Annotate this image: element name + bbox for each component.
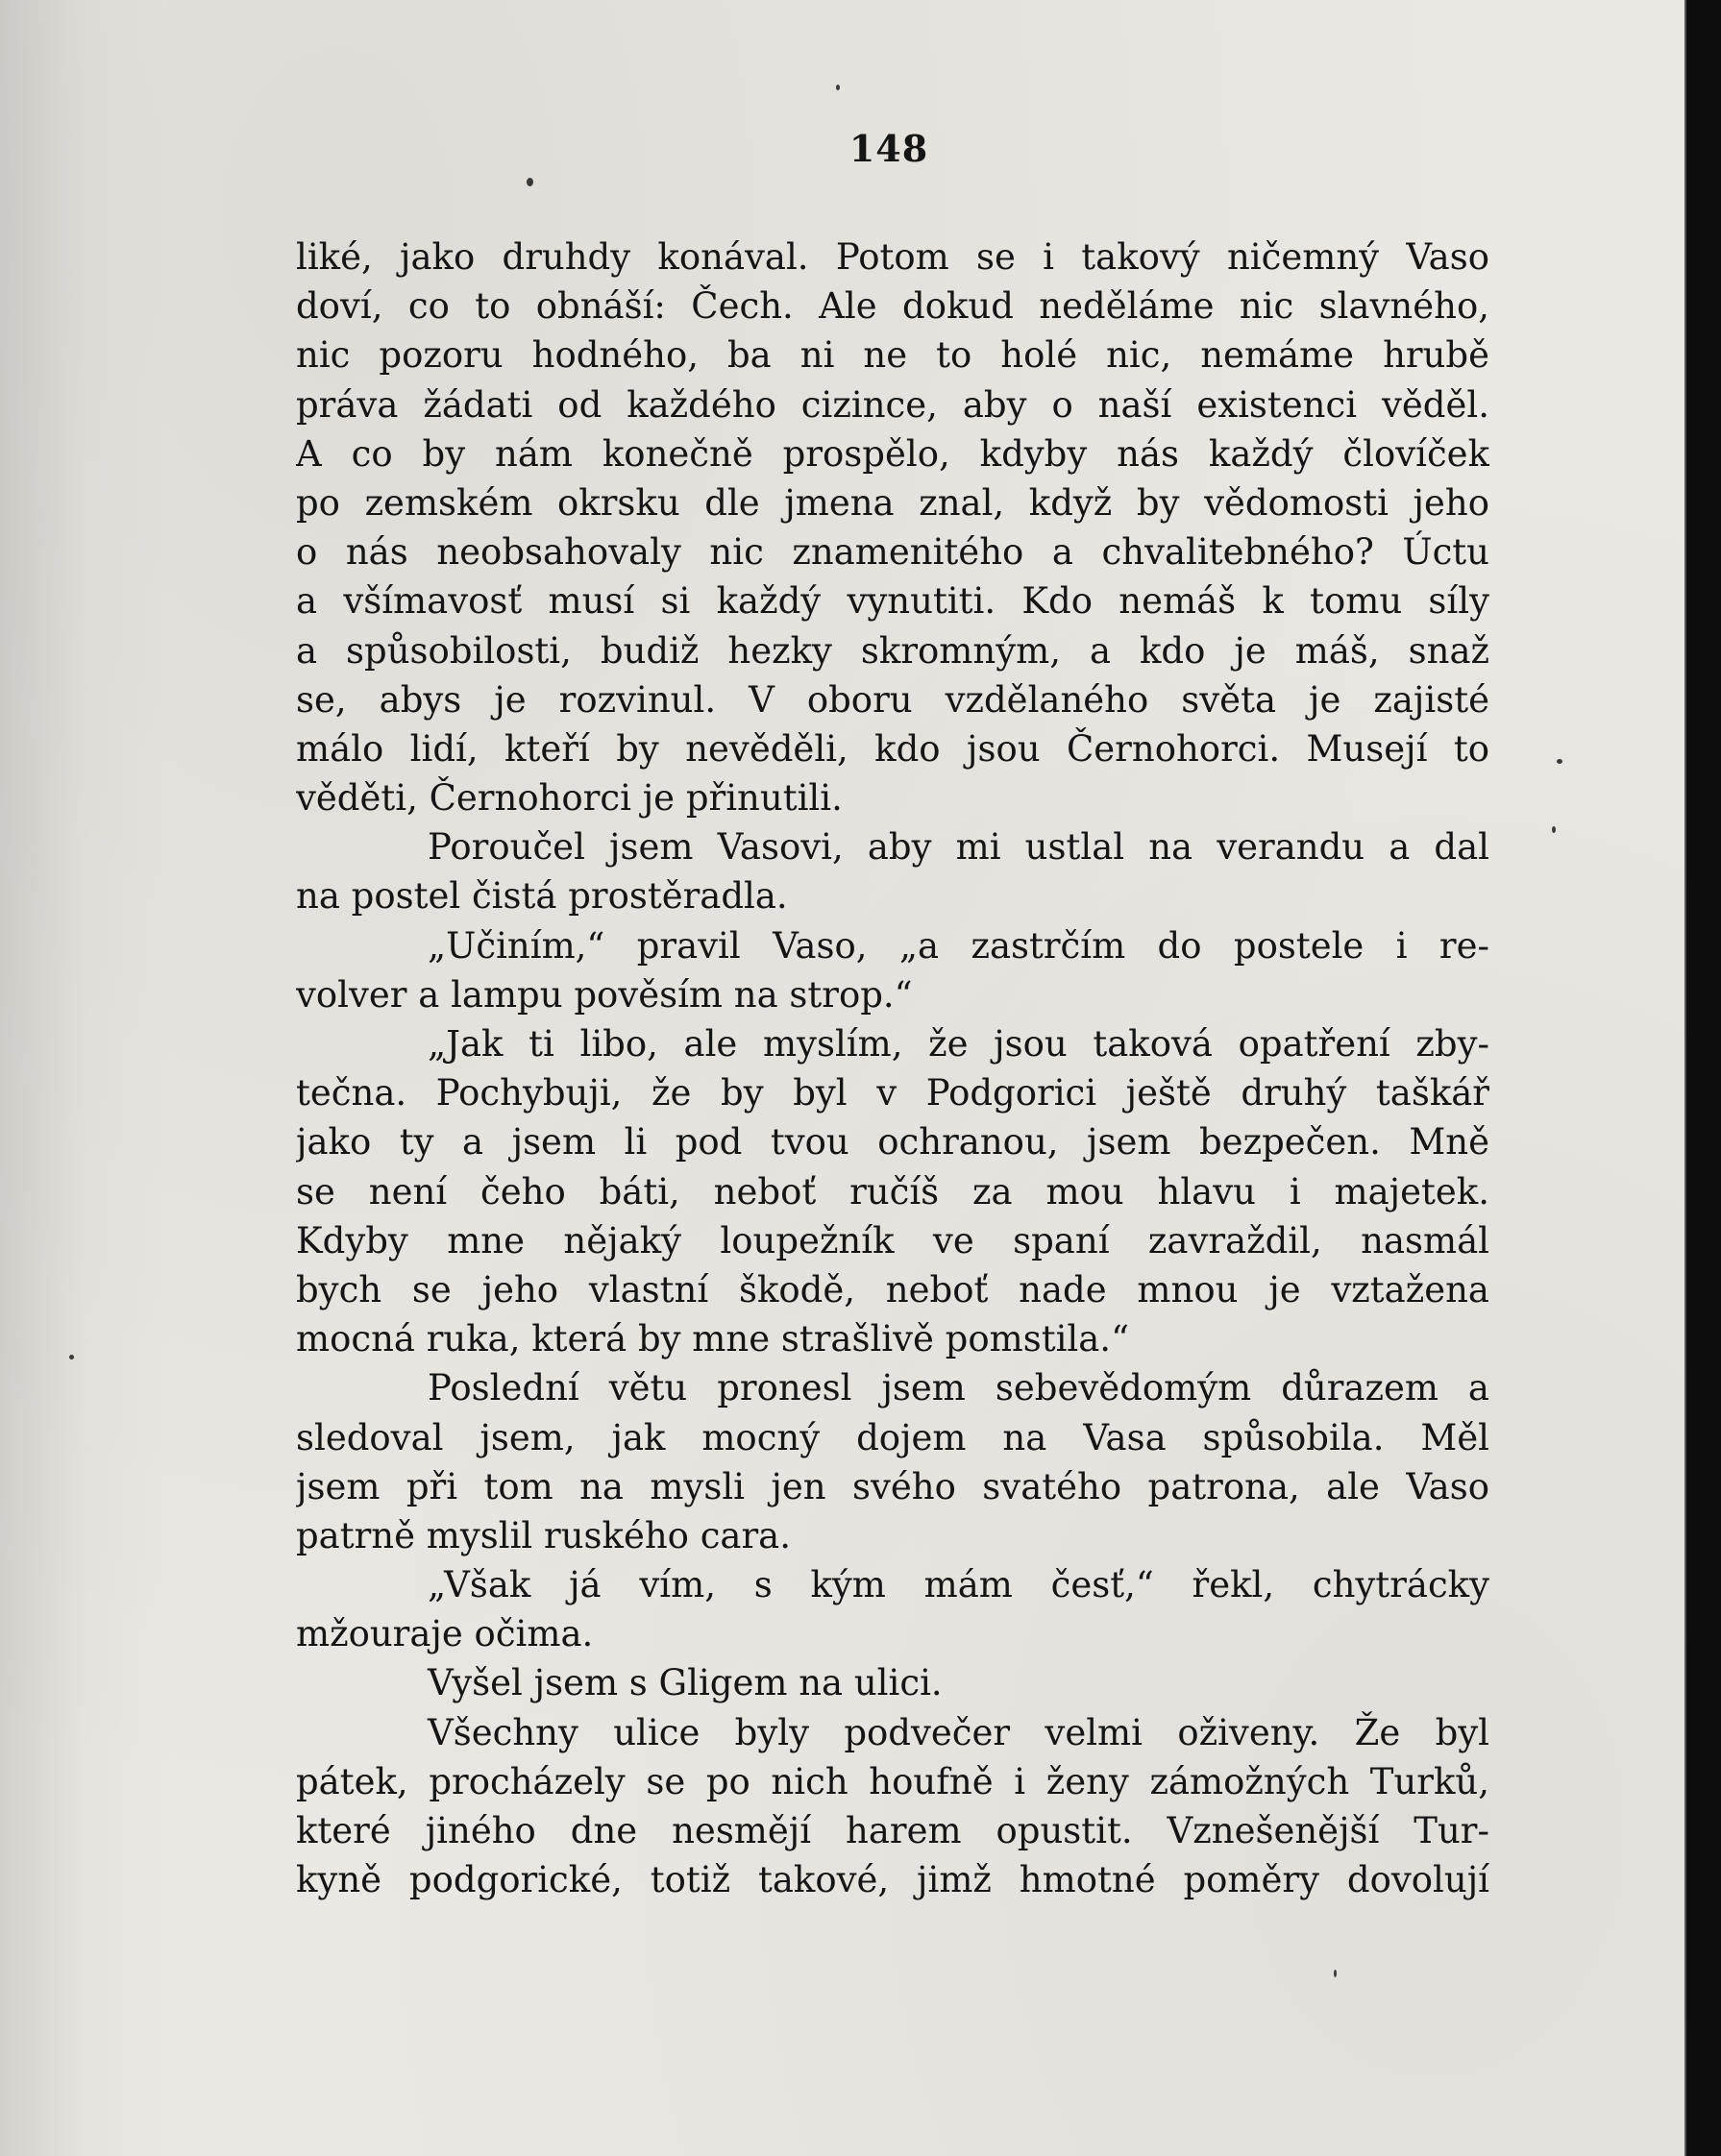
text-line: po zemském okrsku dle jmena znal, když by vědomosti jeho: [296, 481, 1489, 524]
text-line: Poroučel jsem Vasovi, aby mi ustlal na verandu a dal: [428, 826, 1489, 869]
text-line: Kdyby mne nějaký loupežník ve spaní zavraždil, nasmál: [296, 1219, 1489, 1262]
text-line: nic pozoru hodného, ba ni ne to holé nic, nemáme hrubě: [296, 334, 1489, 377]
text-line: liké, jako druhdy konával. Potom se i takový ničemný Vaso: [296, 236, 1489, 278]
body-text: [296, 233, 1489, 1904]
text-line: volver a lampu pověsím na strop.“: [296, 973, 913, 1016]
text-line: věděti, Černohorci je přinutili.: [296, 777, 843, 820]
text-line: které jiného dne nesmějí harem opustit. Vznešenější Tur-: [296, 1810, 1489, 1851]
text-line: sledoval jsem, jak mocný dojem na Vasa spůsobila. Měl: [296, 1416, 1489, 1458]
print-speck: [69, 1355, 74, 1360]
text-line: Vyšel jsem s Gligem na ulici.: [428, 1662, 943, 1704]
text-line: práva žádati od každého cizince, aby o naší existenci věděl.: [296, 383, 1489, 426]
text-line: pátek, procházely se po nich houfně i ženy zámožných Turků,: [296, 1760, 1489, 1802]
print-speck: [836, 85, 840, 90]
text-line: patrně myslil ruského cara.: [296, 1514, 792, 1556]
text-line: jako ty a jsem li pod tvou ochranou, jsem bezpečen. Mně: [296, 1121, 1489, 1164]
text-line: a spůsobilosti, budiž hezky skromným, a kdo je máš, snaž: [296, 629, 1489, 672]
text-line: kyně podgorické, totiž takové, jimž hmotné poměry dovolují: [296, 1859, 1489, 1901]
text-line: málo lidí, kteří by nevěděli, kdo jsou Černohorci. Musejí to: [296, 727, 1489, 770]
text-line: bych se jeho vlastní škodě, neboť nade mnou je vztažena: [296, 1268, 1489, 1311]
print-speck: [527, 178, 533, 186]
text-line: doví, co to obnáší: Čech. Ale dokud neděláme nic slavného,: [296, 285, 1489, 328]
text-line: jsem při tom na mysli jen svého svatého patrona, ale Vaso: [296, 1465, 1489, 1507]
text-line: „Učiním,“ pravil Vaso, „a zastrčím do postele i re-: [428, 924, 1489, 967]
text-line: mžouraje očima.: [296, 1613, 594, 1655]
print-speck: [1334, 1970, 1337, 1977]
page-number: 148: [848, 127, 929, 170]
text-line: tečna. Pochybuji, že by byl v Podgorici ještě druhý taškář: [296, 1072, 1489, 1115]
text-line: o nás neobsahovaly nic znamenitého a chvalitebného? Úctu: [296, 531, 1489, 574]
text-line: se, abys je rozvinul. V oboru vzdělaného světa je zajisté: [296, 678, 1489, 721]
page-edge-shadow: [1686, 0, 1721, 2156]
text-line: a všímavosť musí si každý vynutiti. Kdo nemáš k tomu síly: [296, 580, 1489, 623]
print-speck: [1552, 826, 1556, 833]
text-line: Poslední větu pronesl jsem sebevědomým důrazem a: [428, 1367, 1489, 1409]
text-line: se není čeho báti, neboť ručíš za mou hlavu i majetek.: [296, 1170, 1489, 1213]
text-line: A co by nám konečně prospělo, kdyby nás každý človíček: [296, 432, 1489, 475]
text-line: mocná ruka, která by mne strašlivě pomstila.“: [296, 1318, 1129, 1360]
text-line: na postel čistá prostěradla.: [296, 875, 788, 918]
text-line: „Jak ti libo, ale myslím, že jsou taková opatření zby-: [428, 1023, 1489, 1065]
text-line: Všechny ulice byly podvečer velmi oživeny. Že byl: [428, 1711, 1489, 1753]
print-speck: [1557, 759, 1562, 764]
text-line: „Však já vím, s kým mám česť,“ řekl, chytrácky: [428, 1564, 1489, 1606]
